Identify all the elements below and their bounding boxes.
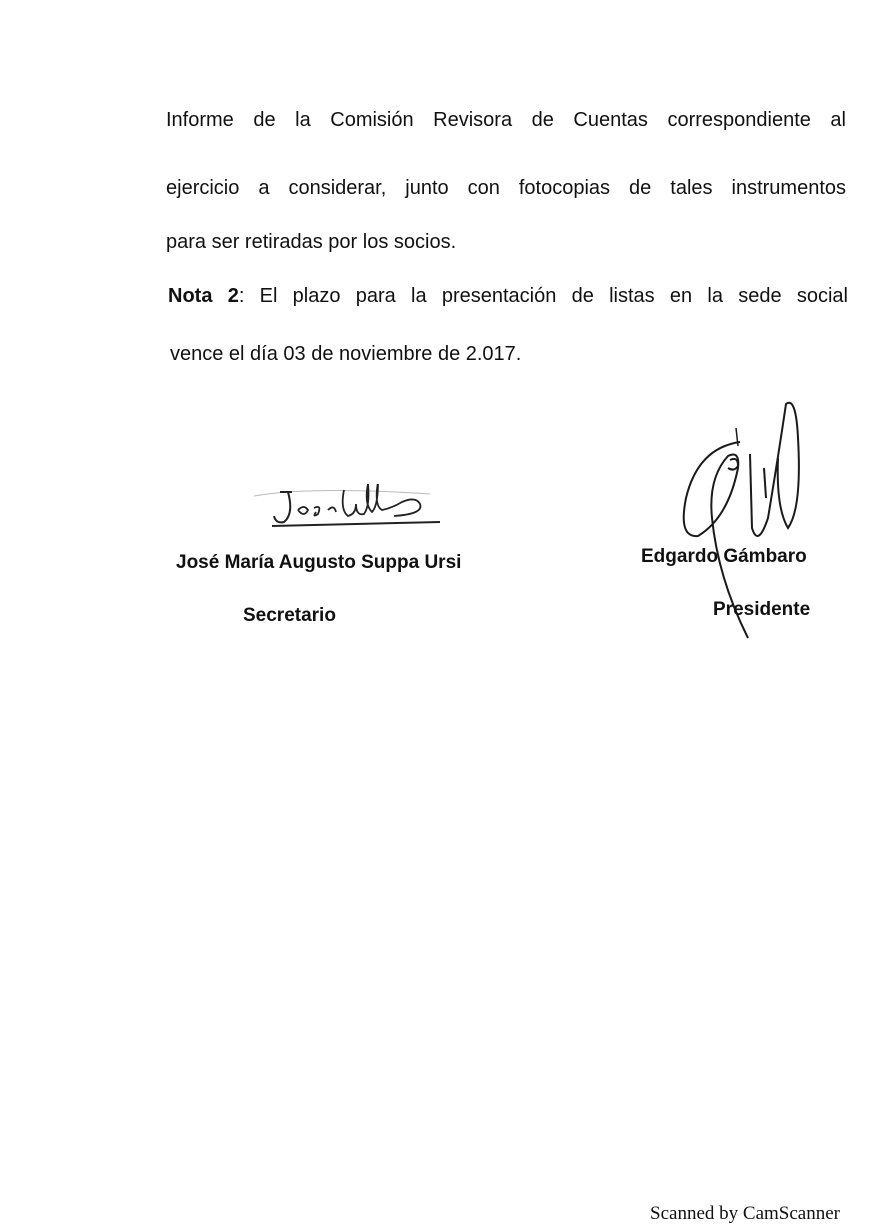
secretary-role: Secretario: [243, 605, 336, 626]
scanner-watermark: Scanned by CamScanner: [650, 1203, 840, 1224]
president-role: Presidente: [713, 599, 811, 620]
president-name: Edgardo Gámbaro: [641, 546, 807, 567]
paragraph-line-1: Informe de la Comisión Revisora de Cuentas correspondiente al: [166, 109, 846, 131]
secretary-signature-icon: [250, 484, 450, 540]
note-label: Nota 2: [168, 285, 239, 307]
note-line-2: vence el día 03 de noviembre de 2.017.: [170, 343, 522, 365]
note-text: : El plazo para la presentación de listas en la sede social: [238, 285, 848, 307]
paragraph-line-2: ejercicio a considerar, junto con fotocopias de tales instrumentos: [166, 177, 846, 199]
secretary-name: José María Augusto Suppa Ursi: [176, 552, 462, 573]
paragraph-line-3: para ser retiradas por los socios.: [166, 231, 457, 253]
note-line-1: [168, 284, 848, 308]
